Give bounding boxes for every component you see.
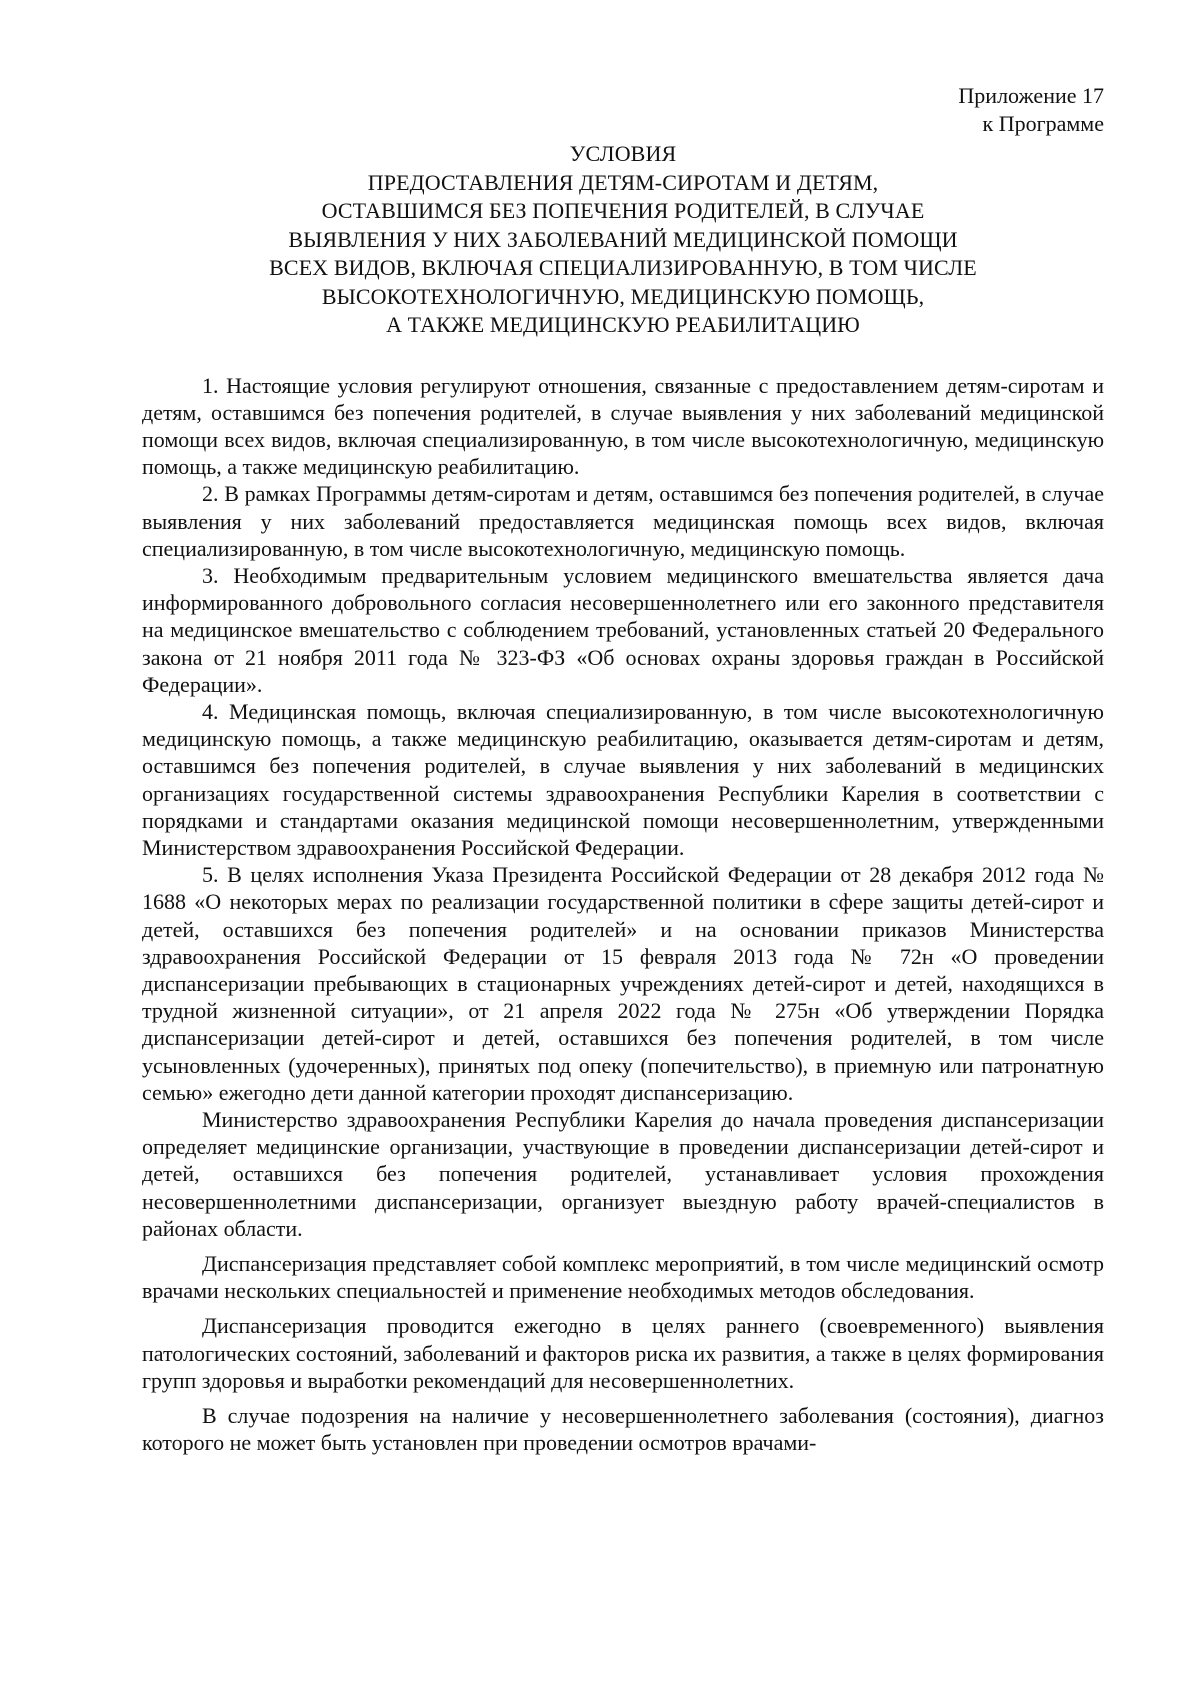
document-page	[142, 82, 1104, 1456]
document-body	[142, 372, 1104, 1457]
title-line: ВЫСОКОТЕХНОЛОГИЧНУЮ, МЕДИЦИНСКУЮ ПОМОЩЬ,	[321, 283, 925, 309]
paragraph-suspected-disease: В случае подозрения на наличие у несовершеннолетнего заболевания (состояния), диагноз которого не может быть установлен при проведении осмотров врачами-	[142, 1403, 1104, 1456]
paragraph-2: 2. В рамках Программы детям-сиротам и детям, оставшимся без попечения родителей, в случае выявления у них заболеваний предоставляется медицинская помощь всех видов, включая специализированную, в том числе высокотехнологичную, медицинскую помощь.	[142, 481, 1104, 561]
title-line: А ТАКЖЕ МЕДИЦИНСКУЮ РЕАБИЛИТАЦИЮ	[386, 312, 860, 337]
paragraph-3: 3. Необходимым предварительным условием медицинского вмешательства является дача информированного добровольного согласия несовершеннолетнего или его законного представителя на медицинское вмешательство с соблюдением требований, установленных статьей 20 Федерального закона от 21 ноября 2011 года № 323-ФЗ «Об основах охраны здоровья граждан в Российской Федерации».	[142, 562, 1104, 697]
title-line: ВЫЯВЛЕНИЯ У НИХ ЗАБОЛЕВАНИЙ МЕДИЦИНСКОЙ ПОМОЩИ	[288, 226, 958, 252]
paragraph-1: 1. Настоящие условия регулируют отношения, связанные с предоставлением детям-сиротам и детям, оставшимся без попечения родителей, в случае выявления у них заболеваний медицинской помощи всех видов, включая специализированную, в том числе высокотехнологичную, медицинскую помощь, а также медицинскую реабилитацию.	[142, 372, 1104, 480]
title-line: ВСЕХ ВИДОВ, ВКЛЮЧАЯ СПЕЦИАЛИЗИРОВАННУЮ, В ТОМ ЧИСЛЕ	[269, 255, 977, 280]
annex-program-ref: к Программе	[982, 111, 1104, 136]
paragraph-dispensary-definition: Диспансеризация представляет собой комплекс мероприятий, в том числе медицинский осмотр врачами нескольких специальностей и применение необходимых методов обследования.	[142, 1251, 1104, 1304]
annex-reference	[142, 82, 1104, 138]
title-line: ОСТАВШИМСЯ БЕЗ ПОПЕЧЕНИЯ РОДИТЕЛЕЙ, В СЛУЧАЕ	[321, 198, 925, 223]
paragraph-ministry: Министерство здравоохранения Республики Карелия до начала проведения диспансеризации определяет медицинские организации, участвующие в проведении диспансеризации детей-сирот и детей, оставшихся без попечения родителей, устанавливает условия прохождения несовершеннолетними диспансеризации, организует выездную работу врачей-специалистов в районах области.	[142, 1106, 1104, 1241]
paragraph-dispensary-purpose: Диспансеризация проводится ежегодно в целях раннего (своевременного) выявления патологических состояний, заболеваний и факторов риска их развития, а также в целях формирования групп здоровья и выработки рекомендаций для несовершеннолетних.	[142, 1313, 1104, 1393]
title-line: УСЛОВИЯ	[569, 141, 677, 166]
annex-number: Приложение 17	[958, 83, 1104, 108]
document-title	[142, 140, 1104, 340]
paragraph-4: 4. Медицинская помощь, включая специализированную, в том числе высокотехнологичную медицинскую помощь, а также медицинскую реабилитацию, оказывается детям-сиротам и детям, оставшимся без попечения родителей, в случае выявления у них заболеваний в медицинских организациях государственной системы здравоохранения Республики Карелия в соответствии с порядками и стандартами оказания медицинской помощи несовершеннолетним, утвержденными Министерством здравоохранения Российской Федерации.	[142, 698, 1104, 860]
title-line: ПРЕДОСТАВЛЕНИЯ ДЕТЯМ-СИРОТАМ И ДЕТЯМ,	[367, 169, 879, 195]
paragraph-5: 5. В целях исполнения Указа Президента Российской Федерации от 28 декабря 2012 года № 1688 «О некоторых мерах по реализации государственной политики в сфере защиты детей-сирот и детей, оставшихся без попечения родителей» и на основании приказов Министерства здравоохранения Российской Федерации от 15 февраля 2013 года № 72н «О проведении диспансеризации пребывающих в стационарных учреждениях детей-сирот и детей, находящихся в трудной жизненной ситуации», от 21 апреля 2022 года № 275н «Об утверждении Порядка диспансеризации детей-сирот и детей, оставшихся без попечения родителей, в том числе усыновленных (удочеренных), принятых под опеку (попечительство), в приемную или патронатную семью» ежегодно дети данной категории проходят диспансеризацию.	[142, 862, 1104, 1105]
